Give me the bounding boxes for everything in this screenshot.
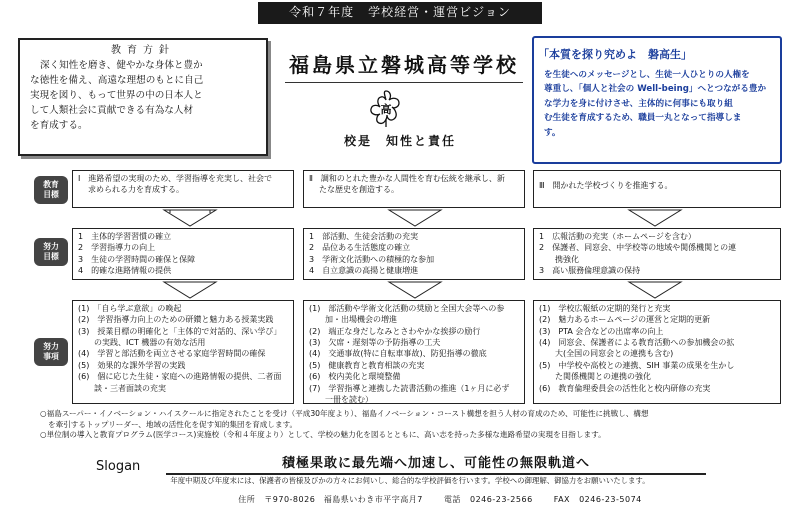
philosophy-box <box>18 38 268 156</box>
philosophy-line: 深く知性を磨き、健やかな身体と豊か <box>40 60 203 72</box>
goal-line: Ⅱ 調和のとれた豊かな人間性を育む伝統を継承し、新 <box>309 174 505 183</box>
item-line: (4) 交通事故(特に自転車事故)、防犯指導の徹底 <box>309 349 487 359</box>
effort-line: 2 品位ある生活態度の確立 <box>309 243 411 253</box>
philosophy-line: を育成する。 <box>30 120 88 131</box>
bottom-notes <box>40 409 780 441</box>
goal-box-3 <box>533 170 781 208</box>
effort-box-3 <box>533 228 781 280</box>
fax-value: 0246-23-5074 <box>579 495 642 504</box>
item-line: 一冊を読む） <box>309 394 373 404</box>
effort-line: 携強化 <box>539 254 579 264</box>
item-line: 談・三者面談の充実 <box>78 383 166 393</box>
effort-box-2 <box>303 228 525 280</box>
down-arrow-icon <box>160 281 220 299</box>
effort-line: 1 部活動、生徒会活動の充実 <box>309 232 419 241</box>
bottom-note-line: ○福島スーパー・イノベーション・ハイスクールに指定されたことを受け（平成30年度より）、福島イノベーション・コースト構想を担う人材の育成のため、可能性に挑戦し、構想 <box>40 409 649 418</box>
effort-line: 3 学術文化活動への積極的な参加 <box>309 254 435 264</box>
item-line: 加・出場機会の増進 <box>309 315 397 325</box>
effort-line: 1 広報活動の充実（ホームページを含む） <box>539 232 696 241</box>
vision-body <box>534 63 780 141</box>
item-line: (3) PTA 会合などの出席率の向上 <box>539 326 664 336</box>
item-line: 大(全国の同窓会との連携も含む) <box>539 349 674 359</box>
philosophy-line: して人類社会に貢献できる有為な人材 <box>30 105 194 117</box>
effort-line: 4 的確な進路情報の提供 <box>78 266 172 276</box>
label-educational-goal: 教育 目標 <box>34 176 68 204</box>
label-effort-items: 努力 事項 <box>34 338 68 366</box>
goal-line: Ⅲ 開かれた学校づくりを推進する。 <box>539 181 673 190</box>
goal-line: たな歴史を創造する。 <box>319 185 399 195</box>
effort-box-1 <box>72 228 294 280</box>
item-line: (4) 同窓会、保護者による教育活動への参加機会の拡 <box>539 338 735 348</box>
items-box-3 <box>533 300 781 404</box>
down-arrow-icon <box>625 281 685 299</box>
footer-contact <box>220 495 660 506</box>
item-line: (1) 「自ら学ぶ意欲」の喚起 <box>78 304 182 313</box>
school-motto: 校是 知性と責任 <box>343 134 456 148</box>
item-line: (1) 学校広報紙の定期的発行と充実 <box>539 304 671 313</box>
effort-line: 3 生徒の学習時間の確保と保障 <box>78 254 196 264</box>
vision-line: す。 <box>544 127 561 138</box>
school-crest-icon <box>365 88 407 130</box>
label-effort-goal: 努力 目標 <box>34 238 68 266</box>
down-arrow-icon <box>385 209 445 227</box>
down-arrow-icon <box>625 209 685 227</box>
down-arrow-icon <box>160 209 220 227</box>
philosophy-line: な徳性を備え、高遠な理想のもとに自己 <box>30 75 204 87</box>
fax-label: FAX <box>553 495 571 504</box>
goal-box-1 <box>72 170 294 208</box>
item-line: (1) 部活動や学術文化活動の奨励と全国大会等への参 <box>309 304 505 313</box>
effort-line: 3 高い服務倫理意識の保持 <box>539 266 641 276</box>
slogan-label: Slogan <box>96 459 141 474</box>
item-line: (2) 学習指導力向上のための研鑚と魅力ある授業実践 <box>78 315 274 325</box>
school-name: 福島県立磐城高等学校 <box>289 53 519 77</box>
item-line: (5) 健康教育と教育相談の充実 <box>309 360 425 370</box>
header-title: 学校経営・運営ビジョン <box>368 5 511 20</box>
vision-box <box>532 36 782 164</box>
item-line: (6) 教育倫理委員会の活性化と校内研修の充実 <box>539 383 711 393</box>
items-box-1 <box>72 300 294 404</box>
item-line: (7) 学習指導と連携した読書活動の推進（1ヶ月に必ず <box>309 383 510 393</box>
address-label: 住所 <box>238 495 256 504</box>
tel-value: 0246-23-2566 <box>469 495 533 504</box>
school-name-underline <box>285 82 523 83</box>
vision-line: 尊重し、「個人と社会の Well-being」へとつながる豊か <box>544 84 767 95</box>
vision-line: を生徒へのメッセージとし、生徒一人ひとりの人権を <box>544 69 750 80</box>
philosophy-body <box>20 57 266 134</box>
down-arrow-icon <box>385 281 445 299</box>
slogan-text: 積極果敢に最先端へ加速し、可能性の無限軌道へ <box>166 455 706 475</box>
philosophy-line: 実現を図り、もって世界の中の日本人と <box>30 90 203 102</box>
effort-line: 1 主体的学習習慣の確立 <box>78 232 172 241</box>
item-line: (3) 欠席・遅刻等の予防指導の工夫 <box>309 338 441 348</box>
item-line: (6) 個に応じた生徒・家庭への進路情報の提供、二者面 <box>78 372 282 382</box>
header-year: 令和７年度 <box>289 5 355 20</box>
goal-line: 求められる力を育成する。 <box>88 185 184 195</box>
goal-box-2 <box>303 170 525 208</box>
effort-line: 4 自立意識の高揚と健康増進 <box>309 266 419 276</box>
effort-line: 2 保護者、同窓会、中学校等の地域や関係機関との連 <box>539 243 737 253</box>
items-box-2 <box>303 300 525 404</box>
philosophy-heading: 教育方針 <box>111 45 175 56</box>
item-line: た関係機関との連携の強化 <box>539 372 651 382</box>
vision-line: む生徒を育成するため、職員一丸となって指導しま <box>544 113 742 124</box>
item-line: (4) 学習と部活動を両立させる家庭学習時間の確保 <box>78 349 266 359</box>
item-line: (2) 魅力あるホームページの運営と定期的更新 <box>539 315 711 325</box>
item-line: (3) 授業目標の明確化と「主体的で対話的、深い学び」 <box>78 326 282 336</box>
item-line: (5) 中学校や高校との連携、SIH 事業の成果を生かし <box>539 360 735 370</box>
vision-heading: 「本質を探り究めよ 磐高生」 <box>538 48 692 61</box>
crest-text: 高 <box>380 103 392 116</box>
footer-note: 年度中期及び年度末には、保護者の皆様及びかの方々にお伺いし、総合的な学校評価を行います。学校への御理解、御協力をお願いいたします。 <box>170 476 650 485</box>
tel-label: 電話 <box>443 495 461 504</box>
address-value: 〒970-8026 福島県いわき市平字高月7 <box>264 495 423 504</box>
header-banner <box>258 2 542 24</box>
item-line: (2) 端正な身だしなみとさわやかな挨拶の励行 <box>309 326 481 336</box>
effort-line: 2 学習指導力の向上 <box>78 243 156 253</box>
item-line: (5) 効果的な課外学習の実践 <box>78 360 186 370</box>
goal-line: Ⅰ 進路希望の実現のため、学習指導を充実し、社会で <box>78 174 273 183</box>
item-line: の実践、ICT 機器の有効な活用 <box>78 338 206 348</box>
item-line: (6) 校内美化と環境整備 <box>309 372 401 382</box>
vision-line: な学力を身に付けさせ、主体的に何事にも取り組 <box>544 98 733 109</box>
bottom-note-line: ○単位制の導入と教育プログラム(医学コース)実施校（令和４年度より）として、学校の魅力化を図るとともに、高い志を持った多様な進路希望の実現を目指します。 <box>40 430 606 440</box>
bottom-note-line: を牽引するトップリーダー、地域の活性化を促す知的集団を育成します。 <box>48 419 298 429</box>
